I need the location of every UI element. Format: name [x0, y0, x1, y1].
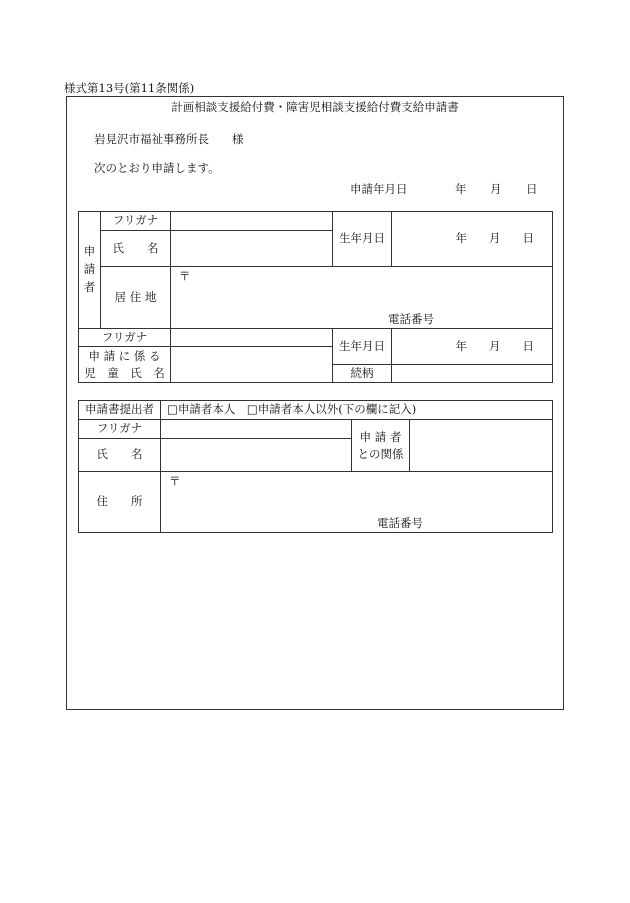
applicant-address-field[interactable] [171, 267, 553, 329]
applicant-table [78, 211, 553, 383]
applicant-birth-day: 日 [522, 231, 534, 246]
child-relationship-label: 続柄 [333, 365, 392, 383]
application-date-label: 申請年月日 [350, 182, 408, 196]
applicant-birth-year: 年 [455, 231, 467, 246]
submitter-relation-field[interactable] [410, 420, 553, 472]
applicant-birthdate-field[interactable] [392, 212, 553, 267]
submitter-address-label: 住 所 [79, 472, 161, 533]
form-number: 様式第13号(第11条関係) [64, 81, 195, 95]
submitter-label: 申請書提出者 [79, 401, 161, 420]
submitter-postal-mark: 〒 [169, 474, 181, 488]
child-furigana-field[interactable] [171, 329, 333, 347]
submitter-furigana-field[interactable] [161, 420, 352, 439]
child-name-field[interactable] [171, 347, 333, 383]
child-birth-year: 年 [455, 338, 467, 353]
applicant-address-label: 居 住 地 [101, 267, 171, 329]
applicant-furigana-field[interactable] [171, 212, 333, 231]
child-furigana-label: フリガナ [79, 329, 171, 347]
child-relationship-field[interactable] [392, 365, 553, 383]
applicant-name-label: 氏 名 [101, 231, 171, 267]
applicant-name-field[interactable] [171, 231, 333, 267]
submitter-phone-label: 電話番号 [377, 516, 423, 531]
submitter-furigana-label: フリガナ [79, 420, 161, 439]
applicant-postal-mark: 〒 [179, 269, 191, 283]
submitter-relation-line2: との関係 [357, 446, 404, 461]
child-birth-day: 日 [522, 338, 534, 353]
child-name-label [79, 347, 171, 383]
child-name-label-line2: 児 童 氏 名 [84, 365, 165, 380]
application-date-year: 年 [455, 182, 467, 196]
applicant-phone-label: 電話番号 [388, 312, 434, 327]
child-name-label-line1: 申 請 に 係 る [88, 348, 161, 363]
addressee: 岩見沢市福祉事務所長 様 [94, 132, 244, 146]
intro-text: 次のとおり申請します。 [94, 161, 220, 175]
applicant-section-label: 申 請 者 [79, 212, 101, 329]
child-birth-month: 月 [489, 338, 501, 353]
application-date-month: 月 [490, 182, 502, 196]
child-birthdate-field[interactable] [392, 329, 553, 365]
applicant-birthdate-label: 生年月日 [333, 212, 392, 267]
submitter-table [78, 400, 553, 533]
applicant-birth-month: 月 [489, 231, 501, 246]
submitter-relation-line1: 申 請 者 [359, 429, 402, 444]
applicant-furigana-label: フリガナ [101, 212, 171, 231]
application-date-day: 日 [526, 182, 538, 196]
submitter-name-label: 氏 名 [79, 439, 161, 472]
child-birthdate-label: 生年月日 [333, 329, 392, 365]
submitter-relation-label [352, 420, 410, 472]
submitter-options[interactable]: □申請者本人 □申請者本人以外(下の欄に記入) [161, 401, 553, 420]
submitter-name-field[interactable] [161, 439, 352, 472]
form-title: 計画相談支援給付費・障害児相談支援給付費支給申請書 [171, 100, 459, 114]
submitter-address-field[interactable] [161, 472, 553, 533]
